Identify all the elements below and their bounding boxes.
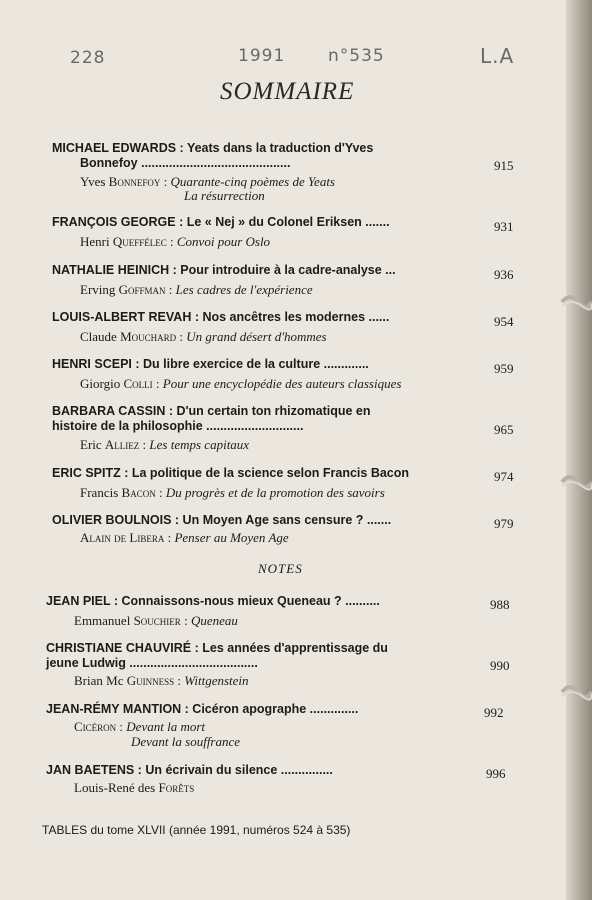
entry-subline-cont: La résurrection (184, 188, 265, 203)
entry-subline: Yves Bonnefoy : Quarante-cinq poèmes de Yeats (80, 174, 335, 189)
handwritten-note-right: L.A (480, 44, 515, 68)
entry-heading: BARBARA CASSIN : D'un certain ton rhizomatique en (52, 404, 371, 418)
entry-heading: JEAN-RÉMY MANTION : Cicéron apographe .............. (46, 702, 359, 716)
entry-subline: Louis-René des Forêts (74, 780, 195, 795)
entry-subline: Brian Mc Guinness : Wittgenstein (74, 673, 249, 688)
page-title: SOMMAIRE (220, 78, 355, 105)
page-edge (566, 0, 592, 900)
entry-subline: Cicéron : Devant la mort (74, 719, 206, 734)
entry-subline: Emmanuel Souchier : Queneau (74, 613, 238, 628)
binding-thread (560, 290, 592, 314)
page-number: 988 (490, 597, 510, 612)
entry-heading: MICHAEL EDWARDS : Yeats dans la traduction d'Yves (52, 141, 374, 155)
page-number: 915 (494, 158, 514, 173)
page-number: 974 (494, 469, 514, 484)
page-number: 931 (494, 219, 514, 234)
entry-subline: Eric Alliez : Les temps capitaux (80, 437, 250, 452)
binding-thread (560, 470, 592, 494)
handwritten-note-year: 1991 (238, 46, 286, 66)
entry-heading: NATHALIE HEINICH : Pour introduire à la cadre-analyse ... (52, 263, 396, 277)
entry-heading: JAN BAETENS : Un écrivain du silence ............... (46, 763, 333, 777)
page-number: 965 (494, 422, 514, 437)
handwritten-note-number: n°535 (328, 46, 385, 66)
entry-heading: FRANÇOIS GEORGE : Le « Nej » du Colonel Eriksen ....... (52, 215, 390, 229)
entry-subline: Francis Bacon : Du progrès et de la promotion des savoirs (80, 485, 385, 500)
page-number: 936 (494, 267, 514, 282)
entry-subline: Henri Queffélec : Convoi pour Oslo (80, 234, 271, 249)
entry-subline: Erving Goffman : Les cadres de l'expérience (80, 282, 313, 297)
entry-heading: ERIC SPITZ : La politique de la science selon Francis Bacon (52, 466, 410, 480)
page-number: 954 (494, 314, 514, 329)
page-number: 979 (494, 516, 514, 531)
page-number: 990 (490, 658, 510, 673)
entry-subline: Giorgio Colli : Pour une encyclopédie des auteurs classiques (80, 376, 402, 391)
entry-heading: JEAN PIEL : Connaissons-nous mieux Queneau ? .......... (46, 594, 380, 608)
entry-heading: HENRI SCEPI : Du libre exercice de la culture ............. (52, 357, 369, 371)
entry-heading-cont: jeune Ludwig ..................................... (46, 656, 258, 670)
entry-subline: Alain de Libera : Penser au Moyen Age (80, 530, 289, 545)
notes-heading: NOTES (258, 561, 303, 576)
entry-heading: CHRISTIANE CHAUVIRÉ : Les années d'apprentissage du (46, 641, 388, 655)
entry-heading-cont: Bonnefoy ........................................... (80, 156, 291, 170)
entry-heading: OLIVIER BOULNOIS : Un Moyen Age sans censure ? ....... (52, 513, 392, 527)
entry-subline-cont: Devant la souffrance (131, 734, 241, 749)
entry-heading-cont: histoire de la philosophie ............................ (52, 419, 304, 433)
tables-footer: TABLES du tome XLVII (année 1991, numéros 524 à 535) (42, 823, 351, 837)
handwritten-note-left: 228 (70, 48, 106, 68)
page-number: 959 (494, 361, 514, 376)
entry-subline: Claude Mouchard : Un grand désert d'hommes (80, 329, 327, 344)
binding-thread (560, 680, 592, 704)
page-number: 992 (484, 705, 504, 720)
entry-heading: LOUIS-ALBERT REVAH : Nos ancêtres les modernes ...... (52, 310, 390, 324)
page-number: 996 (486, 766, 506, 781)
